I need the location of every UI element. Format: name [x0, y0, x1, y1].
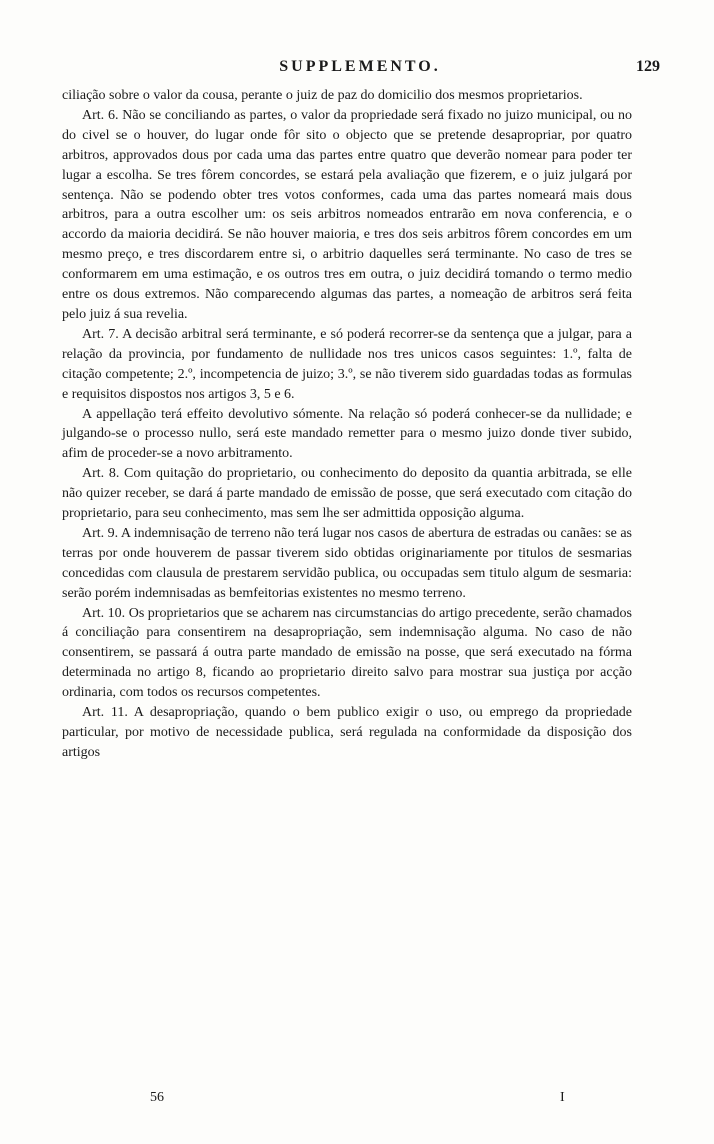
running-title: SUPPLEMENTO.	[279, 58, 441, 75]
signature-mark: 56	[150, 1090, 164, 1105]
page-header	[60, 58, 660, 82]
paragraph-art-7: Art. 7. A decisão arbitral será terminante, e só poderá recorrer-se da sentença que a julgar, para a relação da provincia, por fundamento de nullidade nos tres unicos casos seguintes: 1.º, falta de citação competente; 2.º, incompetencia de juizo; 3.º, se não tiverem sido guardadas todas as formulas e requisitos dispostos nos artigos 3, 5 e 6.	[62, 326, 632, 402]
paragraph-appellacao: A appellação terá effeito devolutivo sómente. Na relação só poderá conhecer-se da nullidade; e julgando-se o processo nullo, será este mandado remetter para o mesmo juizo donde tiver subido, afim de proceder-se a novo arbitramento.	[62, 406, 632, 462]
sheet-mark: I	[560, 1090, 565, 1105]
body-text	[62, 86, 632, 763]
page-number: 129	[636, 58, 660, 75]
page-footer	[60, 1090, 660, 1110]
paragraph-art-11: Art. 11. A desapropriação, quando o bem publico exigir o uso, ou emprego da propriedade particular, por motivo de necessidade publica, será regulada na conformidade da disposição dos artigos	[62, 705, 632, 760]
paragraph-art-10: Art. 10. Os proprietarios que se acharem nas circumstancias do artigo precedente, serão chamados á conciliação para consentirem na desapropriação, sem indemnisação alguma. No caso de não consentirem, se passará á outra parte mandado de emissão na posse, que será executado na fórma determinada no artigo 8, ficando ao proprietario direito salvo para mostrar sua justiça por acção ordinaria, com todos os recursos competentes.	[62, 605, 632, 701]
paragraph-art-9: Art. 9. A indemnisação de terreno não terá lugar nos casos de abertura de estradas ou canães: se as terras por onde houverem de passar tiverem sido obtidas originariamente por titulos de sesmarias concedidas com clausula de prestarem servidão publica, ou occupadas sem titulo algum de sesmaria: serão porém indemnisadas as bemfeitorias existentes no mesmo terreno.	[62, 525, 632, 601]
paragraph-art-8: Art. 8. Com quitação do proprietario, ou conhecimento do deposito da quantia arbitrada, se elle não quizer receber, se dará á parte mandado de emissão de posse, que será executado com citação do proprietario, para seu conhecimento, mas sem lhe ser admittida opposição alguma.	[62, 466, 632, 522]
paragraph-art-6: Art. 6. Não se conciliando as partes, o valor da propriedade será fixado no juizo municipal, ou no do civel se o houver, do lugar onde fôr sito o objecto que se pretende desapropriar, por quatro arbitros, approvados dous por cada uma das partes entre quatro que deverão nomear para poder ter lugar a escolha. Se tres fôrem concordes, se estará pela avaliação que fizerem, e o juiz julgará por sentença. Não se podendo obter tres votos conformes, cada uma das partes nomeará mais dous arbitros, para a outra escolher um: os seis arbitros nomeados entrarão em nova conferencia, e o accordo da maioria decidirá. Se não houver maioria, e tres dos seis arbitros fôrem concordes em um mesmo preço, e tres discordarem entre si, o arbitrio daquelles será terminante. No caso de tres se conformarem em uma estimação, e os outros tres em outra, o juiz decidirá tomando o termo medio entre os dous extremos. Não comparecendo algumas das partes, a nomeação de arbitros será feita pelo juiz á sua revelia.	[62, 107, 632, 322]
paragraph-continuation: ciliação sobre o valor da cousa, perante o juiz de paz do domicilio dos mesmos proprietarios.	[62, 88, 583, 103]
